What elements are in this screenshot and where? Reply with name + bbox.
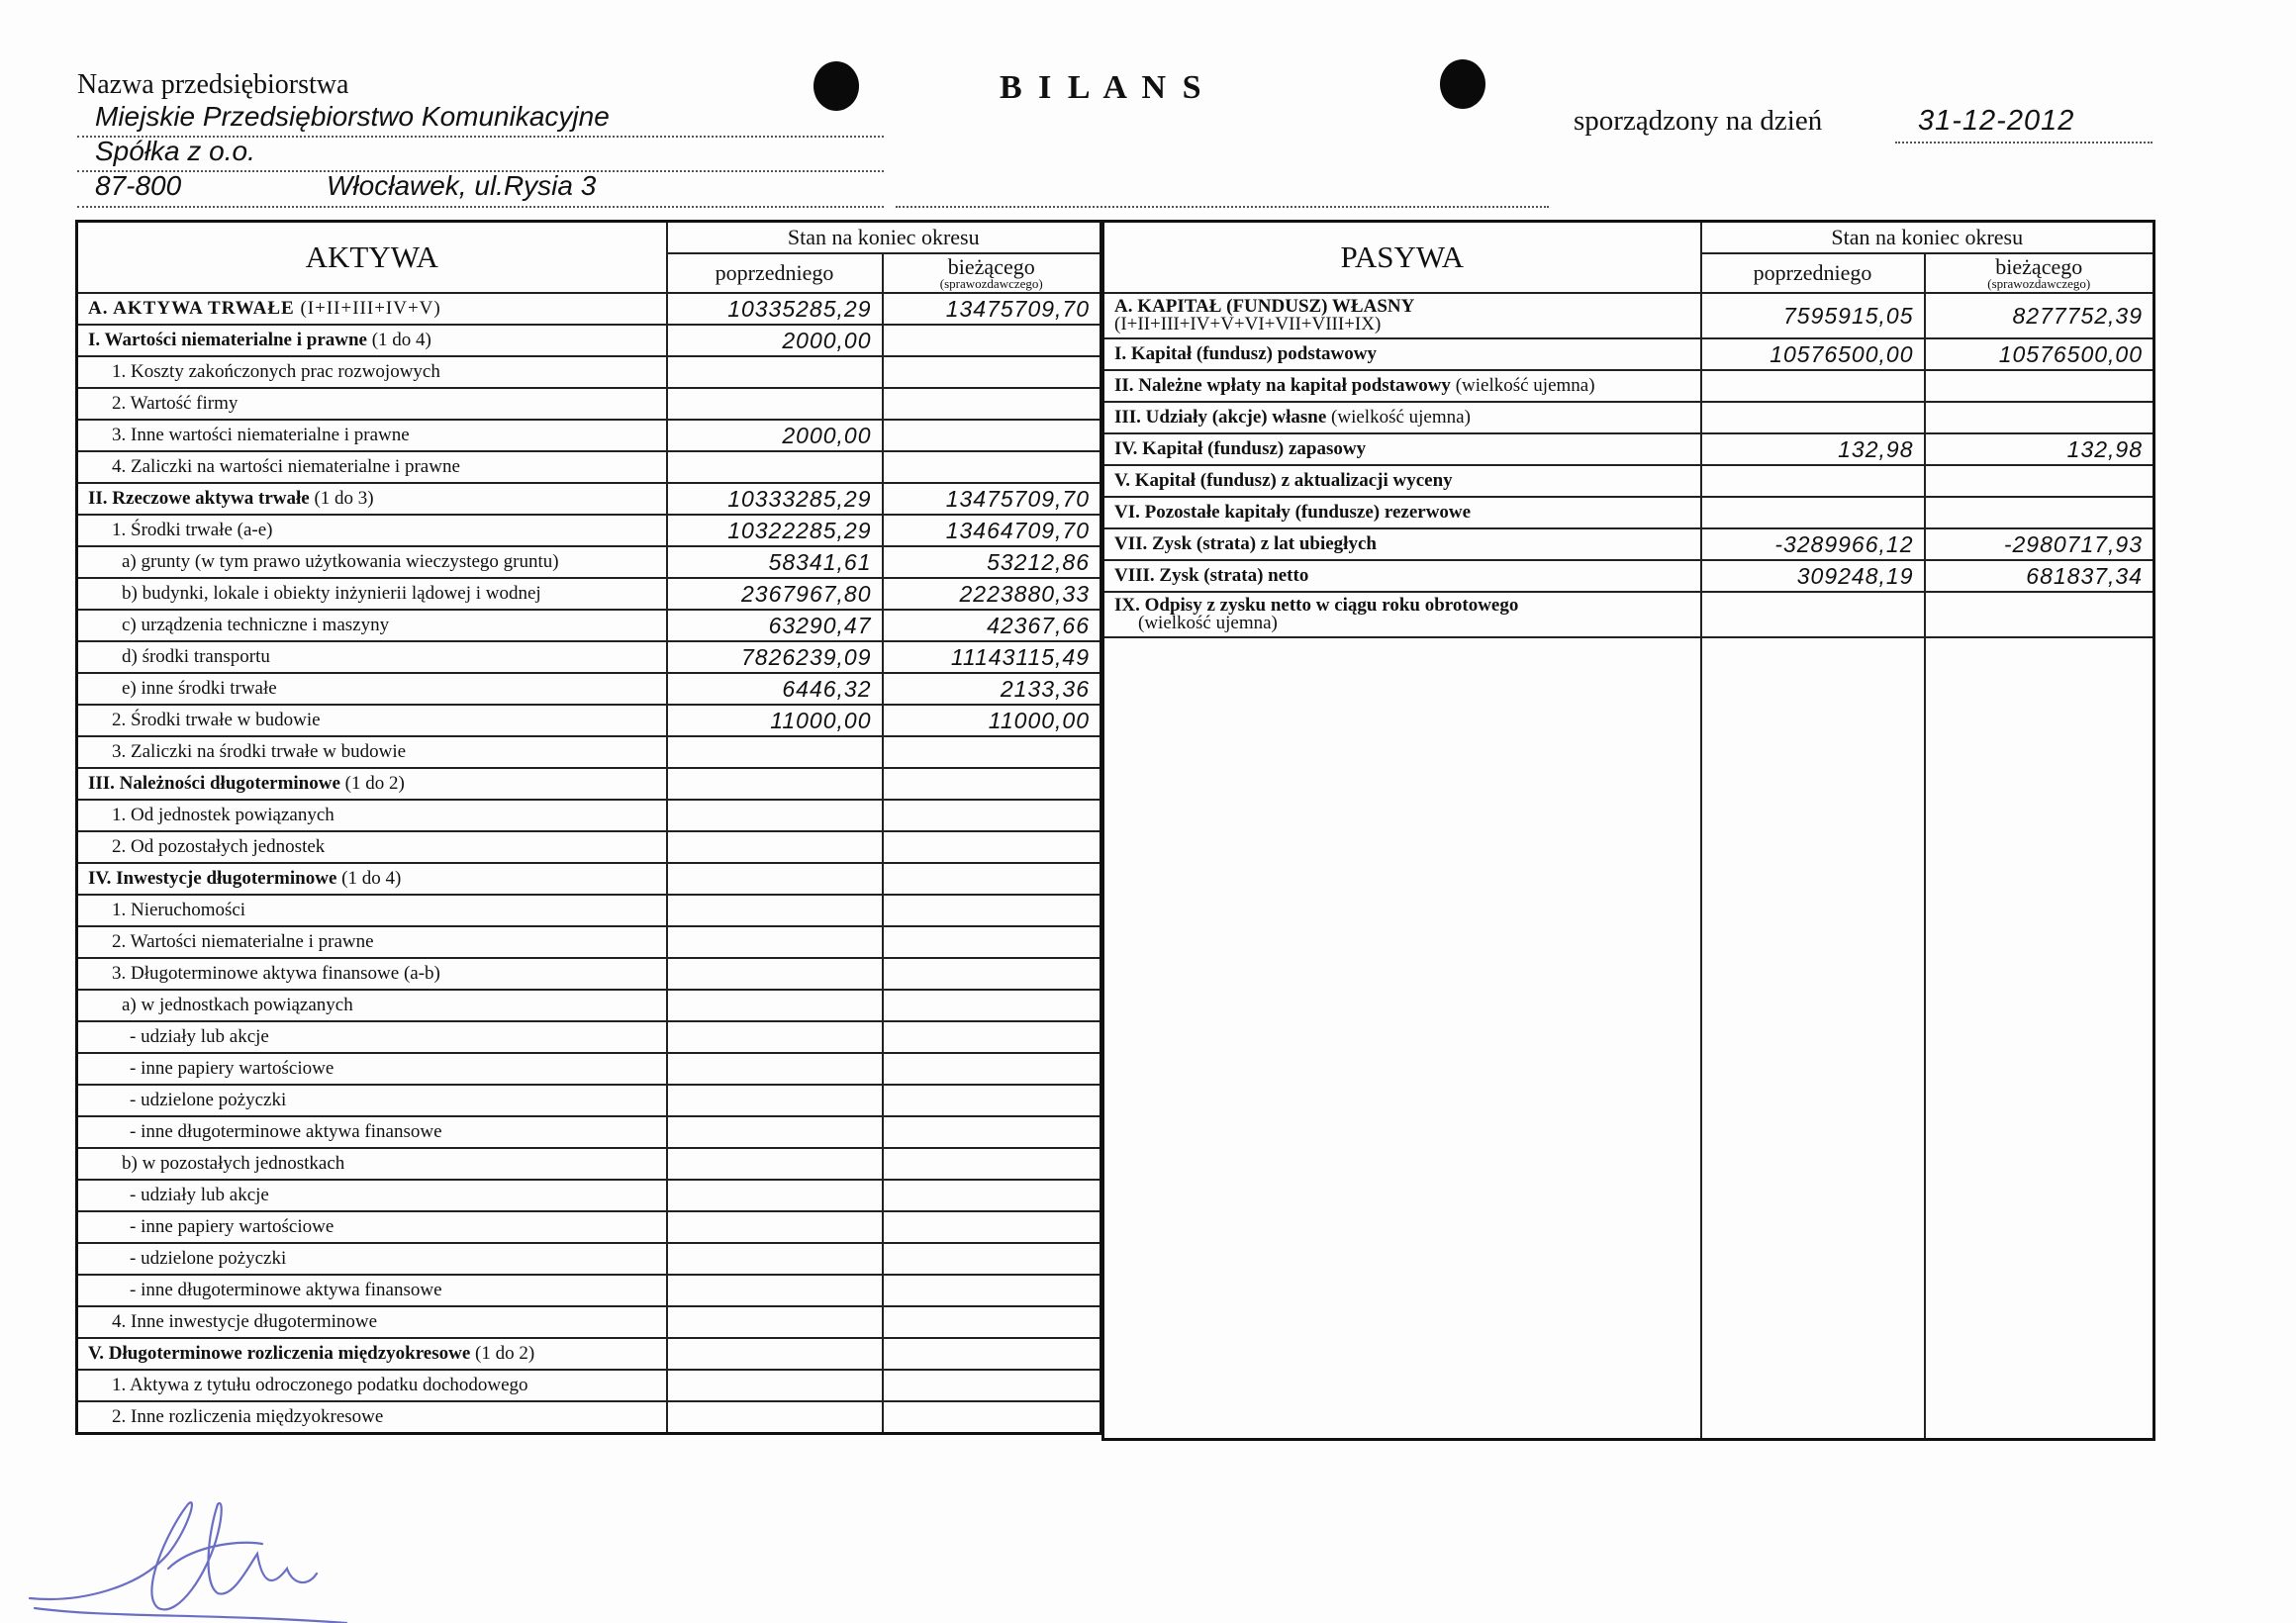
pasywa-row	[1103, 433, 2154, 465]
aktywa-row	[77, 483, 1101, 515]
pasywa-value-curr	[1925, 497, 2154, 528]
aktywa-row	[77, 990, 1101, 1021]
aktywa-row-label: 4. Zaliczki na wartości niematerialne i prawne	[112, 456, 460, 477]
aktywa-col-curr: bieżącego	[947, 254, 1035, 279]
aktywa-value-prev	[667, 1116, 883, 1148]
aktywa-row	[77, 926, 1101, 958]
aktywa-row	[77, 1306, 1101, 1338]
aktywa-value-curr	[883, 863, 1101, 895]
pasywa-row-label: V. Kapitał (fundusz) z aktualizacji wyceny	[1114, 470, 1453, 491]
aktywa-value-curr: 13464709,70	[883, 515, 1101, 546]
aktywa-value-prev	[667, 1401, 883, 1434]
aktywa-row-label: 4. Inne inwestycje długoterminowe	[112, 1311, 378, 1332]
aktywa-row-label: 1. Aktywa z tytułu odroczonego podatku dochodowego	[112, 1375, 528, 1395]
aktywa-period-label: Stan na koniec okresu	[667, 222, 1101, 254]
aktywa-value-curr	[883, 1116, 1101, 1148]
aktywa-value-prev	[667, 768, 883, 800]
aktywa-value-curr: 53212,86	[883, 546, 1101, 578]
aktywa-row-label: c) urządzenia techniczne i maszyny	[122, 615, 390, 635]
aktywa-value-curr	[883, 325, 1101, 356]
pasywa-row-label: VI. Pozostałe kapitały (fundusze) rezerwowe	[1114, 502, 1472, 523]
aktywa-row-label: IV. Inwestycje długoterminowe	[88, 868, 337, 889]
aktywa-row	[77, 831, 1101, 863]
aktywa-value-prev	[667, 958, 883, 990]
aktywa-value-prev	[667, 831, 883, 863]
aktywa-row	[77, 1180, 1101, 1211]
aktywa-row	[77, 1243, 1101, 1275]
aktywa-col-curr-note: (sprawozdawczego)	[939, 276, 1043, 291]
pasywa-table	[1101, 220, 2155, 1441]
aktywa-value-curr	[883, 1148, 1101, 1180]
pasywa-value-prev: 309248,19	[1701, 560, 1925, 592]
aktywa-row	[77, 1370, 1101, 1401]
aktywa-row	[77, 388, 1101, 420]
pasywa-value-curr: 681837,34	[1925, 560, 2154, 592]
punch-hole-right	[1440, 59, 1485, 109]
pasywa-row	[1103, 560, 2154, 592]
aktywa-value-curr	[883, 926, 1101, 958]
aktywa-row-label: 2. Od pozostałych jednostek	[112, 836, 326, 857]
pasywa-title: PASYWA	[1103, 222, 1701, 294]
pasywa-value-curr: 132,98	[1925, 433, 2154, 465]
aktywa-value-curr: 11143115,49	[883, 641, 1101, 673]
pasywa-col-curr-note: (sprawozdawczego)	[1987, 276, 2091, 291]
aktywa-value-prev	[667, 1275, 883, 1306]
pasywa-value-prev: 7595915,05	[1701, 293, 1925, 338]
pasywa-row	[1103, 402, 2154, 433]
aktywa-row-suffix: (1 do 2)	[339, 773, 405, 794]
aktywa-row	[77, 1211, 1101, 1243]
aktywa-row	[77, 863, 1101, 895]
aktywa-value-prev: 63290,47	[667, 610, 883, 641]
aktywa-row-label: - inne długoterminowe aktywa finansowe	[130, 1121, 442, 1142]
aktywa-row-label: 3. Długoterminowe aktywa finansowe (a-b)	[112, 963, 440, 984]
pasywa-value-curr: -2980717,93	[1925, 528, 2154, 560]
aktywa-value-curr	[883, 736, 1101, 768]
pasywa-empty-area	[1103, 637, 2154, 1440]
aktywa-row	[77, 736, 1101, 768]
aktywa-row	[77, 451, 1101, 483]
aktywa-col-prev: poprzedniego	[667, 253, 883, 293]
aktywa-value-curr	[883, 388, 1101, 420]
date-label: sporządzony na dzień	[1574, 105, 1823, 137]
aktywa-value-curr	[883, 895, 1101, 926]
pasywa-value-prev: 10576500,00	[1701, 338, 1925, 370]
aktywa-value-prev	[667, 1370, 883, 1401]
aktywa-value-prev: 2000,00	[667, 325, 883, 356]
aktywa-value-prev	[667, 1338, 883, 1370]
aktywa-value-curr: 2223880,33	[883, 578, 1101, 610]
aktywa-row-label: - udziały lub akcje	[130, 1026, 269, 1047]
aktywa-row-label: a) grunty (w tym prawo użytkowania wieczystego gruntu)	[122, 551, 559, 572]
aktywa-value-curr	[883, 1021, 1101, 1053]
aktywa-row	[77, 325, 1101, 356]
pasywa-row-label: VII. Zysk (strata) z lat ubiegłych	[1114, 533, 1377, 554]
aktywa-row	[77, 515, 1101, 546]
aktywa-row-label: - udziały lub akcje	[130, 1185, 269, 1205]
pasywa-value-prev	[1701, 402, 1925, 433]
aktywa-row-label: 2. Środki trwałe w budowie	[112, 710, 321, 730]
aktywa-value-curr: 42367,66	[883, 610, 1101, 641]
aktywa-value-curr	[883, 1053, 1101, 1085]
aktywa-row	[77, 610, 1101, 641]
aktywa-value-curr	[883, 958, 1101, 990]
pasywa-value-curr	[1925, 370, 2154, 402]
aktywa-value-prev: 10333285,29	[667, 483, 883, 515]
pasywa-row	[1103, 592, 2154, 637]
aktywa-value-prev: 10335285,29	[667, 293, 883, 325]
signature-scribble	[20, 1475, 356, 1623]
date-value: 31-12-2012	[1918, 105, 2075, 137]
aktywa-value-curr	[883, 451, 1101, 483]
aktywa-row-label: - udzielone pożyczki	[130, 1248, 287, 1269]
aktywa-value-curr	[883, 990, 1101, 1021]
aktywa-row	[77, 958, 1101, 990]
aktywa-value-curr: 2133,36	[883, 673, 1101, 705]
aktywa-row-label: 2. Inne rozliczenia międzyokresowe	[112, 1406, 384, 1427]
aktywa-row-label: 1. Środki trwałe (a-e)	[112, 520, 273, 540]
postal-code: 87-800	[95, 170, 182, 201]
aktywa-value-prev	[667, 1243, 883, 1275]
aktywa-value-prev: 2367967,80	[667, 578, 883, 610]
pasywa-row	[1103, 293, 2154, 338]
aktywa-row-label: a) w jednostkach powiązanych	[122, 995, 353, 1015]
aktywa-row-label: 1. Od jednostek powiązanych	[112, 805, 335, 825]
aktywa-value-prev	[667, 1306, 883, 1338]
aktywa-row	[77, 293, 1101, 325]
aktywa-row-label: 3. Inne wartości niematerialne i prawne	[112, 425, 410, 445]
pasywa-row	[1103, 370, 2154, 402]
aktywa-value-curr	[883, 831, 1101, 863]
aktywa-row	[77, 673, 1101, 705]
aktywa-row-label: b) budynki, lokale i obiekty inżynierii lądowej i wodnej	[122, 583, 541, 604]
aktywa-row-label: 2. Wartości niematerialne i prawne	[112, 931, 374, 952]
aktywa-row-label: b) w pozostałych jednostkach	[122, 1153, 345, 1174]
aktywa-row-label: II. Rzeczowe aktywa trwałe	[88, 488, 310, 509]
aktywa-row	[77, 1116, 1101, 1148]
aktywa-row-label: d) środki transportu	[122, 646, 270, 667]
aktywa-row-suffix: (I+II+III+IV+V)	[294, 298, 441, 319]
aktywa-row	[77, 1021, 1101, 1053]
document-title: B I L A N S	[1000, 69, 1205, 106]
aktywa-value-prev	[667, 388, 883, 420]
aktywa-value-curr	[883, 768, 1101, 800]
pasywa-value-prev	[1701, 465, 1925, 497]
aktywa-row	[77, 1401, 1101, 1434]
aktywa-row-label: - inne długoterminowe aktywa finansowe	[130, 1280, 442, 1300]
aktywa-row	[77, 1148, 1101, 1180]
pasywa-row-sub: (I+II+III+IV+V+VI+VII+VIII+IX)	[1114, 314, 1382, 334]
aktywa-value-curr: 11000,00	[883, 705, 1101, 736]
aktywa-value-prev	[667, 863, 883, 895]
pasywa-row-label: II. Należne wpłaty na kapitał podstawowy	[1114, 375, 1451, 396]
aktywa-value-prev	[667, 451, 883, 483]
aktywa-value-prev	[667, 1021, 883, 1053]
aktywa-value-prev	[667, 926, 883, 958]
pasywa-row	[1103, 465, 2154, 497]
aktywa-value-prev: 10322285,29	[667, 515, 883, 546]
aktywa-row	[77, 546, 1101, 578]
aktywa-value-prev	[667, 356, 883, 388]
aktywa-value-prev: 7826239,09	[667, 641, 883, 673]
pasywa-row	[1103, 497, 2154, 528]
aktywa-value-prev	[667, 1211, 883, 1243]
aktywa-value-curr	[883, 800, 1101, 831]
aktywa-row	[77, 1085, 1101, 1116]
pasywa-value-curr: 8277752,39	[1925, 293, 2154, 338]
pasywa-row-suffix: (wielkość ujemna)	[1326, 407, 1471, 428]
pasywa-row-label: VIII. Zysk (strata) netto	[1114, 565, 1309, 586]
aktywa-row-suffix: (1 do 4)	[366, 330, 431, 350]
pasywa-row	[1103, 528, 2154, 560]
pasywa-row-label: III. Udziały (akcje) własne	[1114, 407, 1327, 428]
aktywa-row-label: 1. Koszty zakończonych prac rozwojowych	[112, 361, 440, 382]
aktywa-row-label: - udzielone pożyczki	[130, 1090, 287, 1110]
aktywa-row-label: e) inne środki trwałe	[122, 678, 277, 699]
punch-hole-left	[813, 61, 859, 111]
aktywa-row-label: III. Należności długoterminowe	[88, 773, 340, 794]
pasywa-row-label: IV. Kapitał (fundusz) zapasowy	[1114, 438, 1367, 459]
pasywa-row	[1103, 338, 2154, 370]
pasywa-value-prev: -3289966,12	[1701, 528, 1925, 560]
pasywa-value-curr	[1925, 402, 2154, 433]
aktywa-value-prev	[667, 990, 883, 1021]
pasywa-value-prev	[1701, 592, 1925, 637]
aktywa-value-prev: 11000,00	[667, 705, 883, 736]
pasywa-row-suffix: (wielkość ujemna)	[1450, 375, 1595, 396]
aktywa-value-curr	[883, 1338, 1101, 1370]
pasywa-period-label: Stan na koniec okresu	[1701, 222, 2154, 254]
aktywa-row-label: V. Długoterminowe rozliczenia międzyokresowe	[88, 1343, 471, 1364]
aktywa-value-prev: 2000,00	[667, 420, 883, 451]
aktywa-row	[77, 705, 1101, 736]
aktywa-value-curr: 13475709,70	[883, 293, 1101, 325]
aktywa-row-label: 3. Zaliczki na środki trwałe w budowie	[112, 741, 407, 762]
aktywa-value-curr	[883, 1243, 1101, 1275]
aktywa-row	[77, 420, 1101, 451]
pasywa-value-prev: 132,98	[1701, 433, 1925, 465]
pasywa-value-prev	[1701, 497, 1925, 528]
pasywa-value-prev	[1701, 370, 1925, 402]
aktywa-row-label: I. Wartości niematerialne i prawne	[88, 330, 367, 350]
aktywa-value-prev	[667, 800, 883, 831]
aktywa-row	[77, 578, 1101, 610]
aktywa-row-label: - inne papiery wartościowe	[130, 1058, 335, 1079]
aktywa-value-prev	[667, 895, 883, 926]
company-name-line2: Spółka z o.o.	[95, 136, 255, 166]
aktywa-row	[77, 895, 1101, 926]
company-name-line1: Miejskie Przedsiębiorstwo Komunikacyjne	[95, 101, 610, 132]
aktywa-value-prev: 6446,32	[667, 673, 883, 705]
pasywa-value-curr	[1925, 592, 2154, 637]
aktywa-value-prev: 58341,61	[667, 546, 883, 578]
pasywa-col-curr: bieżącego	[1995, 254, 2083, 279]
aktywa-row-suffix: (1 do 4)	[336, 868, 402, 889]
aktywa-row	[77, 1338, 1101, 1370]
aktywa-row	[77, 641, 1101, 673]
aktywa-row-label: 1. Nieruchomości	[112, 900, 246, 920]
company-name-label: Nazwa przedsiębiorstwa	[77, 69, 349, 100]
aktywa-row-label: 2. Wartość firmy	[112, 393, 239, 414]
pasywa-col-prev: poprzedniego	[1701, 253, 1925, 293]
aktywa-row-label: A. AKTYWA TRWAŁE	[88, 298, 295, 319]
aktywa-row	[77, 800, 1101, 831]
aktywa-value-curr	[883, 356, 1101, 388]
aktywa-row-suffix: (1 do 3)	[309, 488, 374, 509]
aktywa-value-prev	[667, 1148, 883, 1180]
aktywa-row	[77, 1275, 1101, 1306]
aktywa-value-curr	[883, 1180, 1101, 1211]
pasywa-row-label: I. Kapitał (fundusz) podstawowy	[1114, 343, 1377, 364]
aktywa-row	[77, 768, 1101, 800]
aktywa-value-curr	[883, 1085, 1101, 1116]
aktywa-row	[77, 1053, 1101, 1085]
aktywa-value-curr	[883, 1275, 1101, 1306]
aktywa-value-prev	[667, 1180, 883, 1211]
aktywa-value-prev	[667, 1085, 883, 1116]
aktywa-value-prev	[667, 1053, 883, 1085]
aktywa-value-curr	[883, 1370, 1101, 1401]
pasywa-row-label: A. KAPITAŁ (FUNDUSZ) WŁASNY	[1114, 296, 1415, 317]
aktywa-value-curr	[883, 1211, 1101, 1243]
aktywa-value-prev	[667, 736, 883, 768]
pasywa-row-label: IX. Odpisy z zysku netto w ciągu roku obrotowego	[1114, 595, 1519, 616]
aktywa-title: AKTYWA	[77, 222, 667, 294]
pasywa-row-sub: (wielkość ujemna)	[1138, 613, 1278, 633]
aktywa-row	[77, 356, 1101, 388]
pasywa-value-curr	[1925, 465, 2154, 497]
aktywa-value-curr	[883, 1401, 1101, 1434]
aktywa-row-suffix: (1 do 2)	[470, 1343, 535, 1364]
pasywa-value-curr: 10576500,00	[1925, 338, 2154, 370]
aktywa-value-curr	[883, 1306, 1101, 1338]
aktywa-value-curr	[883, 420, 1101, 451]
aktywa-value-curr: 13475709,70	[883, 483, 1101, 515]
aktywa-row-label: - inne papiery wartościowe	[130, 1216, 335, 1237]
aktywa-table	[75, 220, 1102, 1435]
company-address: Włocławek, ul.Rysia 3	[327, 170, 597, 201]
